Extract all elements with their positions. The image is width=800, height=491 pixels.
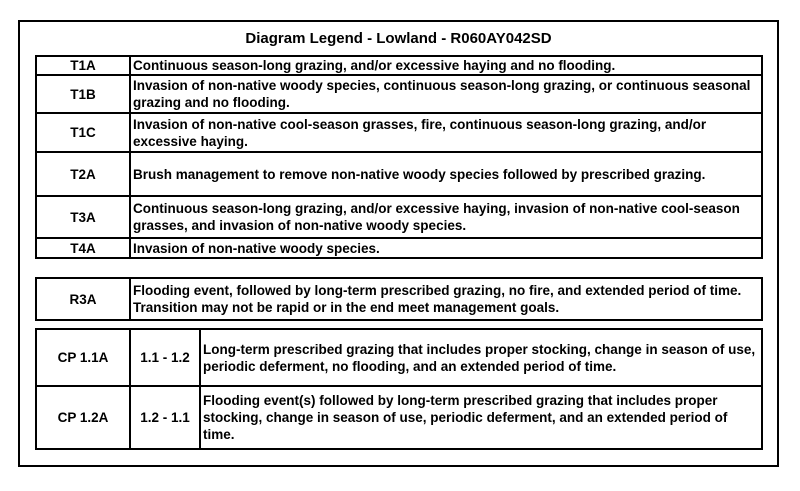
table-row	[36, 196, 762, 238]
community-pathways-table	[35, 328, 763, 450]
table-row	[36, 75, 762, 113]
table-row	[36, 56, 762, 75]
pathway-code-cp11a: CP 1.1A	[36, 329, 130, 386]
table-row	[36, 386, 762, 449]
table-row	[36, 238, 762, 258]
transition-text-t4a: Invasion of non-native woody species.	[130, 238, 762, 258]
pathway-range-cp12a: 1.2 - 1.1	[130, 386, 200, 449]
pathway-code-cp12a: CP 1.2A	[36, 386, 130, 449]
restoration-table	[35, 277, 763, 321]
transition-text-t1b: Invasion of non-native woody species, continuous season-long grazing, or continuous seasonal grazing and no flooding.	[130, 75, 762, 113]
transition-code-t2a: T2A	[36, 152, 130, 196]
transition-code-t1b: T1B	[36, 75, 130, 113]
restoration-code-r3a: R3A	[36, 278, 130, 320]
table-row	[36, 278, 762, 320]
transitions-table	[35, 55, 763, 259]
transition-text-t3a: Continuous season-long grazing, and/or excessive haying, invasion of non-native cool-season grasses, and invasion of non-native woody species.	[130, 196, 762, 238]
transition-code-t3a: T3A	[36, 196, 130, 238]
transition-text-t1c: Invasion of non-native cool-season grasses, fire, continuous season-long grazing, and/or excessive haying.	[130, 113, 762, 152]
legend-frame	[18, 20, 779, 467]
transition-code-t1a: T1A	[36, 56, 130, 75]
transition-code-t4a: T4A	[36, 238, 130, 258]
table-row	[36, 329, 762, 386]
pathway-text-cp12a: Flooding event(s) followed by long-term prescribed grazing that includes proper stocking, change in season of use, periodic deferment, and an extended period of time.	[200, 386, 762, 449]
transition-text-t2a: Brush management to remove non-native woody species followed by prescribed grazing.	[130, 152, 762, 196]
legend-title: Diagram Legend - Lowland - R060AY042SD	[245, 30, 552, 47]
pathway-range-cp11a: 1.1 - 1.2	[130, 329, 200, 386]
restoration-text-r3a: Flooding event, followed by long-term prescribed grazing, no fire, and extended period of time. Transition may not be rapid or in the end meet management goals.	[130, 278, 762, 320]
transition-code-t1c: T1C	[36, 113, 130, 152]
table-row	[36, 113, 762, 152]
table-row	[36, 152, 762, 196]
pathway-text-cp11a: Long-term prescribed grazing that includes proper stocking, change in season of use, periodic deferment, no flooding, and an extended period of time.	[200, 329, 762, 386]
transition-text-t1a: Continuous season-long grazing, and/or excessive haying and no flooding.	[130, 56, 762, 75]
